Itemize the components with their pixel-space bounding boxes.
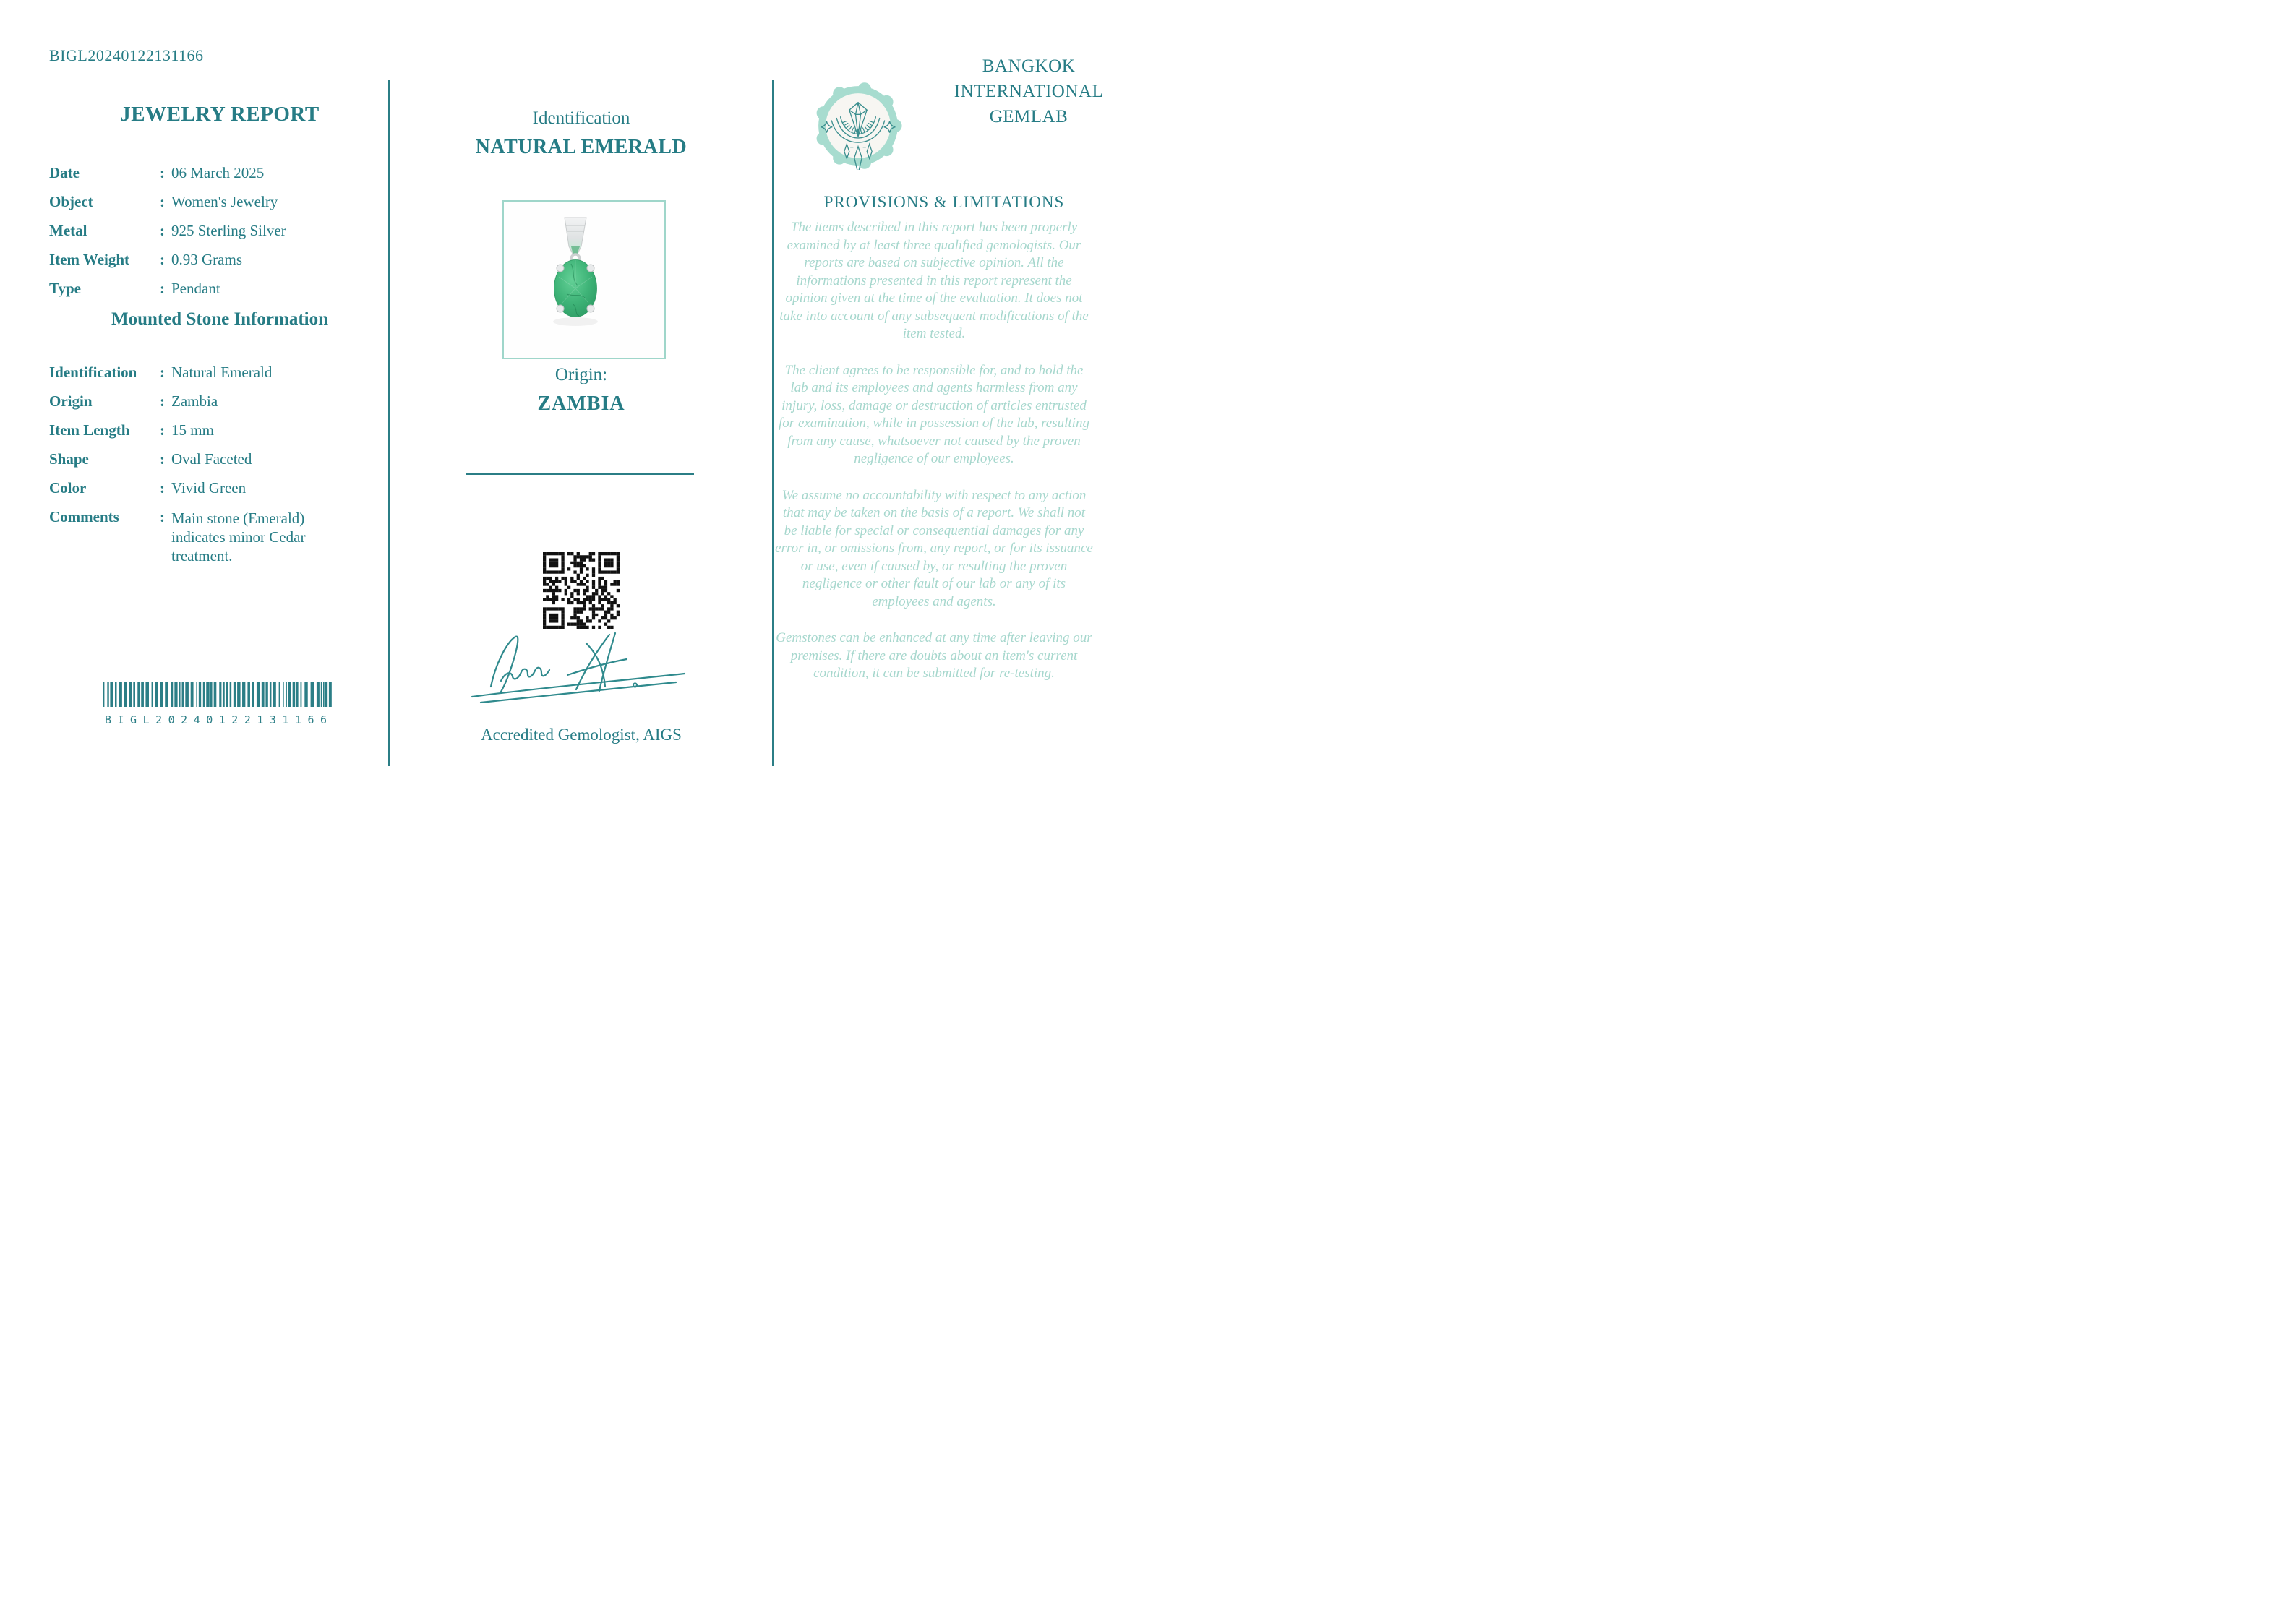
separator-line	[466, 473, 694, 475]
column-divider-right	[772, 80, 774, 766]
signature	[459, 620, 698, 716]
field-value: Oval Faceted	[171, 450, 252, 468]
identification-result: NATURAL EMERALD	[475, 136, 687, 158]
field-value: Main stone (Emerald) indicates minor Cedar treatment.	[171, 510, 306, 564]
lab-name-line: INTERNATIONAL	[954, 82, 1104, 101]
field-value: Zambia	[171, 392, 218, 410]
signature-strokes	[459, 620, 698, 716]
field-row-identification	[49, 364, 379, 381]
item-details	[49, 165, 379, 309]
field-label: Color	[49, 479, 87, 497]
provisions-title: PROVISIONS & LIMITATIONS	[823, 193, 1065, 211]
gemologist-credential: Accredited Gemologist, AIGS	[481, 726, 682, 744]
origin-heading: Origin:	[554, 365, 608, 384]
barcode-text: BIGL20240122131166	[105, 713, 333, 726]
field-row-date	[49, 165, 379, 181]
field-row-object	[49, 194, 379, 210]
field-colon: :	[160, 479, 165, 497]
field-value: Pendant	[171, 280, 220, 297]
qr-code-pattern	[543, 552, 620, 629]
field-value: 06 March 2025	[171, 164, 265, 181]
provisions-paragraphs	[775, 219, 1093, 702]
field-label: Date	[49, 164, 80, 181]
field-label: Object	[49, 193, 93, 210]
report-title: JEWELRY REPORT	[120, 103, 320, 126]
field-colon: :	[160, 421, 165, 439]
field-colon: :	[160, 164, 165, 181]
provisions-paragraph: The client agrees to be responsible for, and to hold the lab and its employees and agents harmless from any injury, loss, damage or destruction of articles entrusted for examination, while in possession of the lab, resulting from any cause, whatsoever not caused by the proven negligence of our employees.	[779, 362, 1089, 466]
field-label: Comments	[49, 508, 119, 525]
field-value: 925 Sterling Silver	[171, 222, 286, 239]
field-colon: :	[160, 251, 165, 268]
field-value: Natural Emerald	[171, 364, 273, 381]
field-label: Metal	[49, 222, 87, 239]
field-row-origin	[49, 393, 379, 410]
mounted-stone-section-title: Mounted Stone Information	[111, 309, 328, 329]
qr-code	[543, 552, 620, 629]
field-colon: :	[160, 280, 165, 297]
column-divider-left	[388, 80, 390, 766]
field-colon: :	[160, 508, 165, 525]
pendant-photo	[502, 200, 666, 359]
field-colon: :	[160, 193, 165, 210]
field-colon: :	[160, 222, 165, 239]
field-value: 15 mm	[171, 421, 214, 439]
field-label: Origin	[49, 392, 93, 410]
report-number: BIGL20240122131166	[49, 46, 204, 64]
origin-result: ZAMBIA	[537, 392, 625, 415]
field-label: Type	[49, 280, 81, 297]
field-row-shape	[49, 451, 379, 468]
barcode-bars	[103, 682, 336, 707]
field-row-type	[49, 280, 379, 297]
field-colon: :	[160, 392, 165, 410]
provisions-paragraph: The items described in this report has been properly examined by at least three qualified gemologists. Our reports are based on subjective opinion. All the informations presented in this report represent the opinion given at the time of the evaluation. It does not take into account of any subsequent modifications of the item tested.	[779, 220, 1089, 341]
field-value: Vivid Green	[171, 479, 247, 497]
field-label: Item Length	[49, 421, 130, 439]
lab-name-line: BANGKOK	[982, 56, 1076, 76]
pendant-illustration	[504, 202, 664, 358]
field-row-comments	[49, 509, 379, 565]
gem-certificate	[0, 0, 1148, 812]
gemlab-badge-icon	[814, 82, 902, 170]
field-value: Women's Jewelry	[171, 193, 278, 210]
barcode	[103, 682, 336, 726]
identification-heading: Identification	[532, 108, 630, 128]
provisions-paragraph: We assume no accountability with respect to any action that may be taken on the basis of a report. We shall not be liable for special or consequential damages for any error in, or omissions from, any report, or for its issuance or use, even if caused by, or resulting the proven negligence or other fault of our lab or any of its employees and agents.	[775, 487, 1093, 609]
provisions-paragraph: Gemstones can be enhanced at any time after leaving our premises. If there are doubts about an item's current condition, it can be submitted for re-testing.	[776, 630, 1092, 681]
field-label: Item Weight	[49, 251, 130, 268]
field-label: Identification	[49, 364, 137, 381]
lab-name	[933, 53, 1125, 129]
field-row-color	[49, 480, 379, 497]
gemlab-logo-icon	[814, 82, 902, 170]
stone-details	[49, 364, 379, 577]
field-label: Shape	[49, 450, 89, 468]
field-row-item-weight	[49, 252, 379, 268]
field-value: 0.93 Grams	[171, 251, 242, 268]
field-row-item-length	[49, 422, 379, 439]
field-row-metal	[49, 223, 379, 239]
lab-name-line: GEMLAB	[989, 107, 1068, 126]
field-colon: :	[160, 450, 165, 468]
field-colon: :	[160, 364, 165, 381]
